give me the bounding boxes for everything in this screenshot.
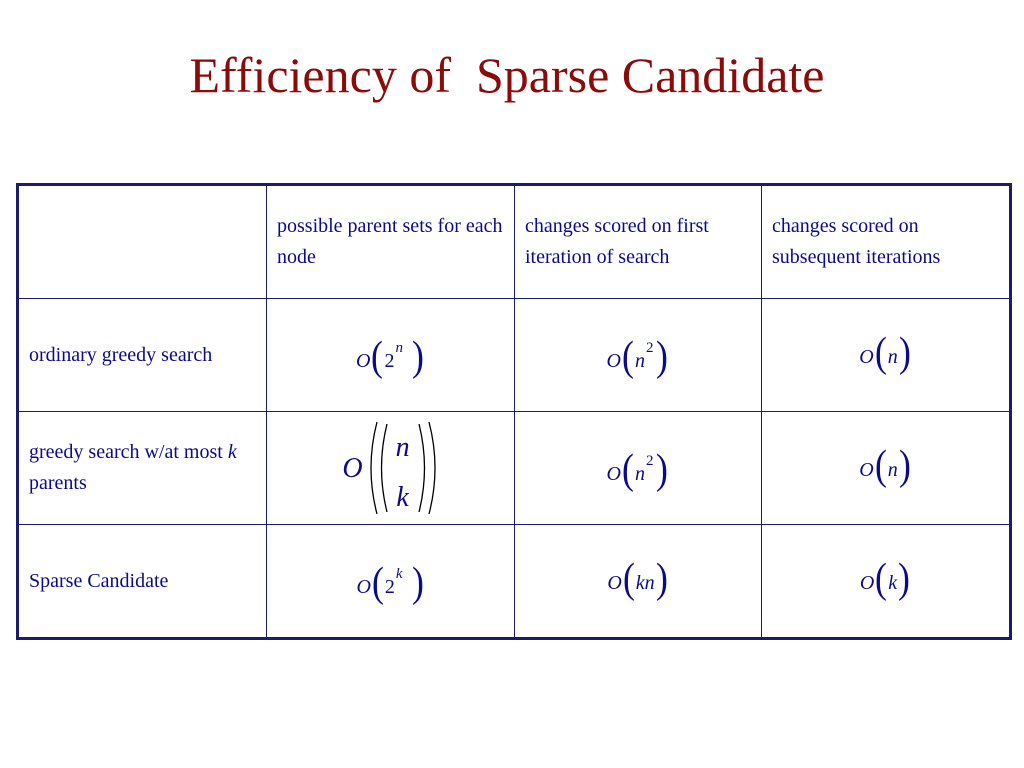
left-paren: ( [874,442,887,489]
complexity-argument: n [887,345,898,368]
header-cell-parent-sets [267,185,515,299]
row-label-suffix: parents [29,472,87,494]
right-paren: ) [412,334,424,380]
big-o-symbol: O [606,350,621,372]
big-o-symbol: O [606,463,621,485]
header-first-iteration-text: changes scored on first iteration of search [525,215,709,268]
row-label-k: k [227,441,237,463]
header-corner-cell [18,185,267,299]
left-paren: ( [874,329,887,376]
row-label-ordinary-greedy: ordinary greedy search [29,343,213,366]
complexity-cell [267,412,515,525]
complexity-cell [515,299,762,412]
right-paren: ) [656,447,669,493]
binomial-bottom: k [396,482,409,513]
row-label-cell [18,412,267,525]
left-paren: ( [875,555,888,602]
big-o-symbol: O [859,458,874,481]
right-paren: ) [411,560,424,606]
slide-title: Efficiency of Sparse Candidate [189,47,825,103]
row-label-cell [18,525,267,639]
big-o-symbol: O [356,576,371,598]
complexity-cell [515,525,762,639]
binomial-top: n [395,432,410,463]
binomial-coefficient [367,420,439,516]
right-paren: ) [656,334,669,380]
big-o-symbol: O [859,571,875,594]
table-header-row [18,185,1011,299]
left-paren: ( [622,334,634,380]
complexity-cell [515,412,762,525]
big-o-symbol: O [607,571,622,594]
complexity-cell [762,525,1011,639]
complexity-cell [762,299,1011,412]
big-o-symbol: O [356,350,371,372]
complexity-base: 2 [384,576,395,598]
left-paren: ( [371,334,384,380]
row-label-prefix: greedy search w/at most [29,441,228,463]
left-paren: ( [371,560,384,606]
row-label-sparse-candidate: Sparse Candidate [29,569,169,592]
right-paren: ) [898,442,911,489]
right-paren: ) [655,555,668,602]
table-row [18,299,1011,412]
complexity-argument: k [888,571,898,594]
binomial-expression [342,420,438,516]
efficiency-table [16,183,1012,640]
big-o-symbol: O [342,452,363,484]
header-subsequent-iterations-text: changes scored on subsequent iterations [772,215,941,268]
row-label-greedy-k-parents [19,437,266,499]
complexity-exponent: 2 [645,340,654,356]
left-paren: ( [622,555,635,602]
table-row [18,525,1011,639]
table-row [18,412,1011,525]
complexity-base: n [634,350,645,372]
complexity-exponent: 2 [645,453,654,469]
big-o-symbol: O [859,345,874,368]
complexity-cell [267,525,515,639]
complexity-cell [762,412,1011,525]
row-label-cell [18,299,267,412]
complexity-exponent: n [395,340,403,356]
complexity-argument: kn [635,571,655,594]
left-paren: ( [622,447,634,493]
right-paren: ) [898,329,911,376]
right-paren: ) [898,555,911,602]
header-cell-subsequent-iterations [762,185,1011,299]
header-cell-first-iteration [515,185,762,299]
complexity-exponent: k [395,566,403,582]
header-parent-sets-text: possible parent sets for each node [277,215,503,268]
complexity-argument: n [887,458,898,481]
complexity-cell [267,299,515,412]
complexity-base: n [634,463,645,485]
complexity-base: 2 [384,350,395,372]
